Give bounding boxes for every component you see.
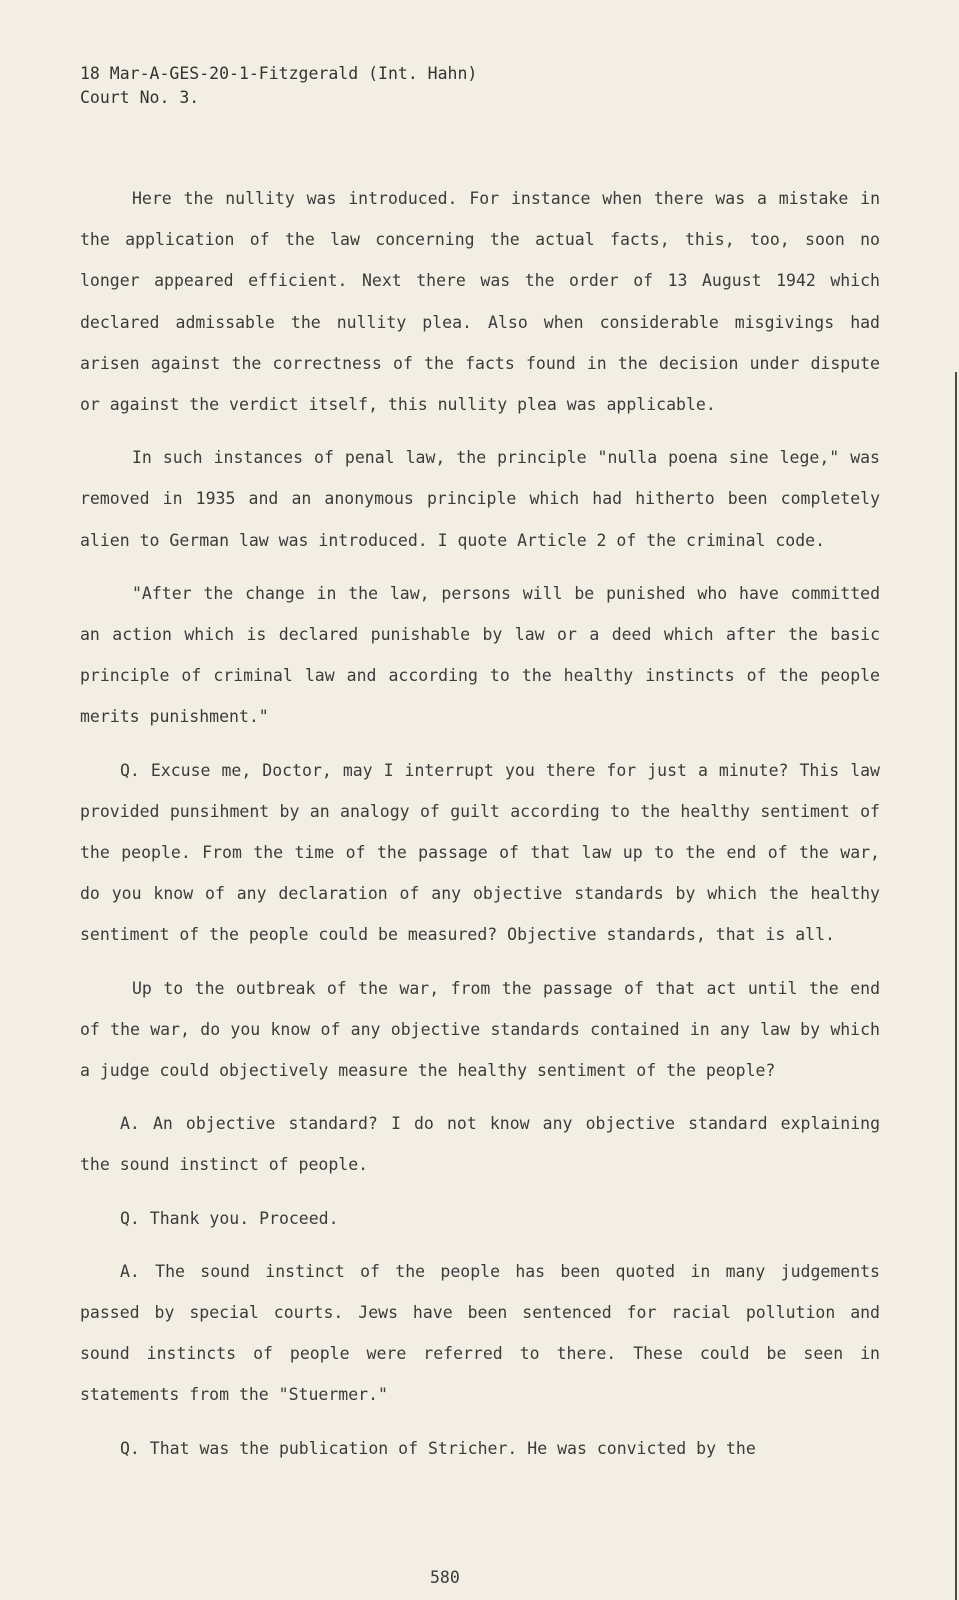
header-case-reference: 18 Mar-A-GES-20-1-Fitzgerald (Int. Hahn) (80, 64, 478, 83)
paragraph-answer-sound-instinct: A. The sound instinct of the people has been quoted in many judgements passed by special courts. Jews have been sentenced for racial pollution and sound instincts of people were referred to there. These could be seen in statements from the "Stuermer." (80, 1261, 880, 1405)
document-header (80, 62, 477, 110)
paragraph-question-thank-you: Q. Thank you. Proceed. (120, 1208, 339, 1228)
paragraph-answer-objective-standard: A. An objective standard? I do not know any objective standard explaining the sound instinct of people. (80, 1114, 880, 1175)
paragraph-question-objective-standards: Q. Excuse me, Doctor, may I interrupt you there for just a minute? This law provided punsihment by an analogy of guilt according to the healthy sentiment of the people. From the time of the passage of that law up to the end of the war, do you know of any declaration of any objective standards by which the healthy sentiment of the people could be measured? Objective standards, that is all. (80, 760, 880, 945)
paragraph-quote-article-2: "After the change in the law, persons will be punished who have committed an action which is declared punishable by law or a deed which after the basic principle of criminal law and according to the healthy instincts of the people merits punishment." (80, 583, 880, 727)
header-court-number: Court No. 3. (80, 88, 200, 107)
page-edge-line (955, 372, 957, 1600)
page-number: 580 (430, 1568, 460, 1587)
paragraph-question-followup: Up to the outbreak of the war, from the passage of that act until the end of the war, do you know of any objective standards contained in any law by which a judge could objectively measure the healthy sentiment of the people? (80, 978, 880, 1081)
paragraph-penal-law: In such instances of penal law, the principle "nulla poena sine lege," was removed in 1935 and an anonymous principle which had hitherto been completely alien to German law was introduced. I quote Article 2 of the criminal code. (80, 448, 880, 550)
paragraph-nullity: Here the nullity was introduced. For instance when there was a mistake in the application of the law concerning the actual facts, this, too, soon no longer appeared efficient. Next there was the order of 13 August 1942 which declared admissable the nullity plea. Also when considerable misgivings had arisen against the correctness of the facts found in the decision under dispute or against the verdict itself, this nullity plea was applicable. (80, 189, 880, 415)
paragraph-question-stricher: Q. That was the publication of Stricher. He was convicted by the (120, 1438, 756, 1458)
transcript-body (80, 178, 880, 1481)
